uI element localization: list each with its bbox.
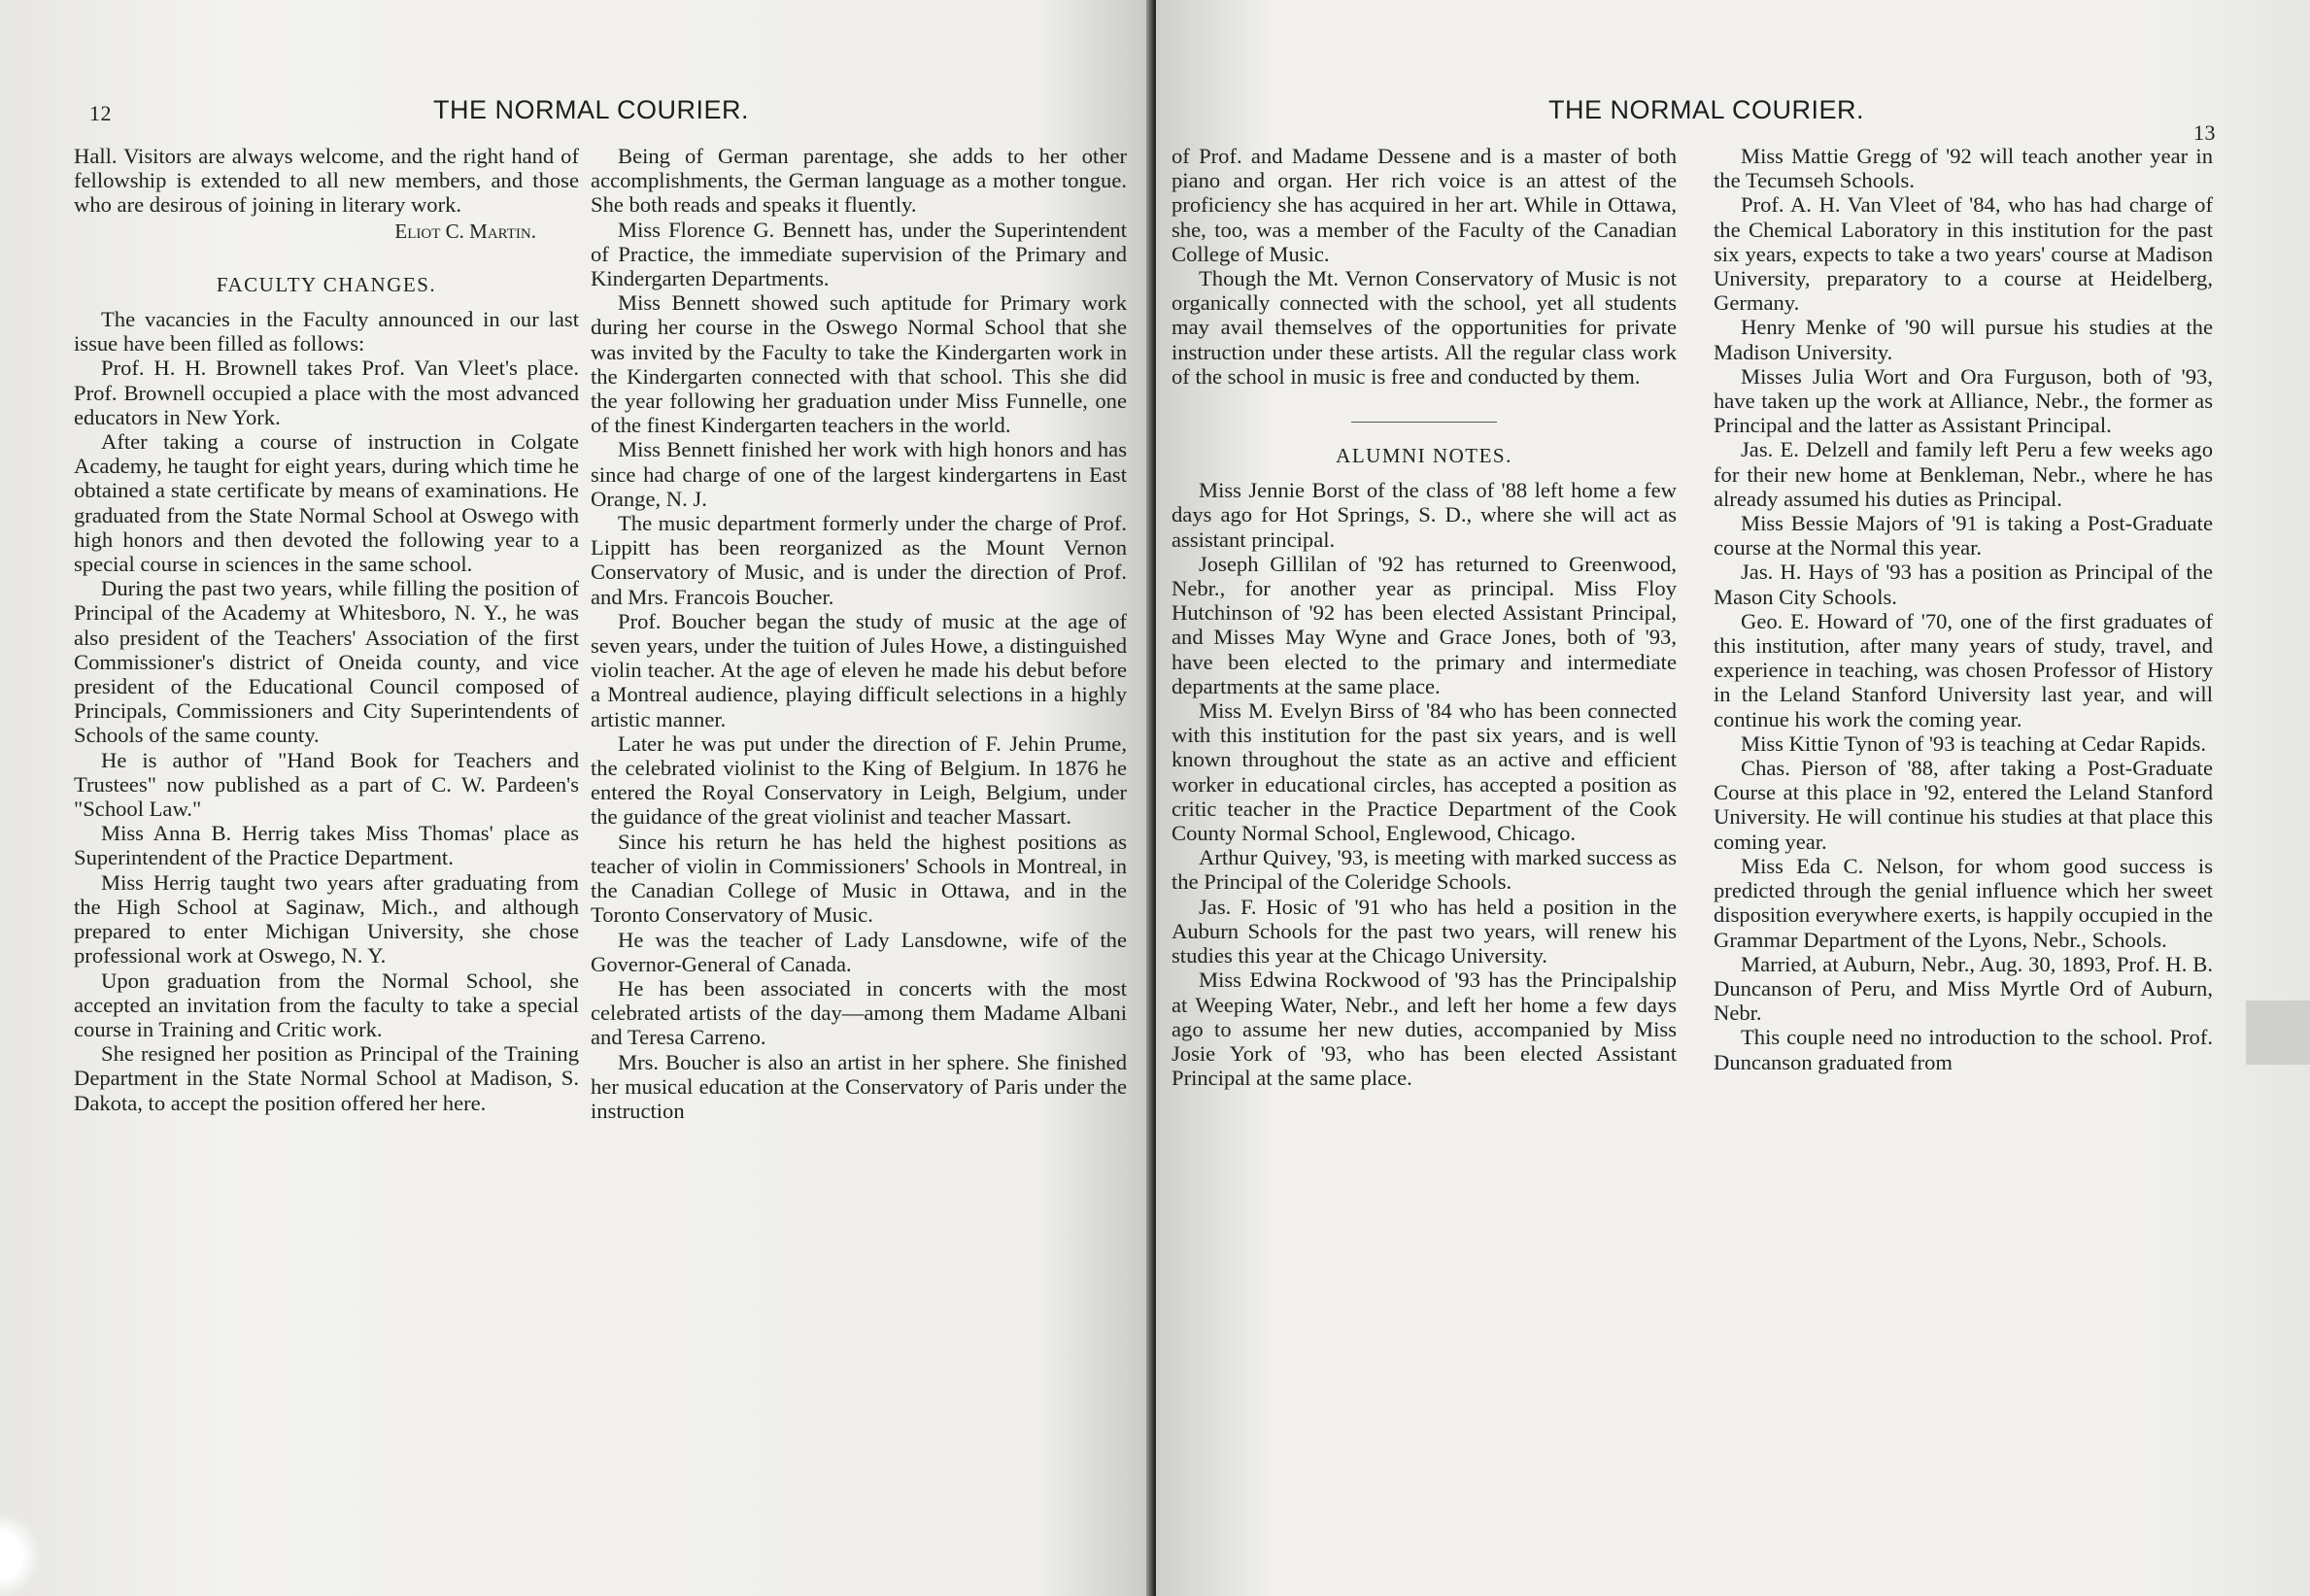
alumni-note: Miss M. Evelyn Birss of '84 who has been connected with this institution for the past six years, and is well known throughout the state as an active and efficient worker in educational circles, has accepted a position as critic teacher in the Practice Department of the Cook County Normal School, Englewood, Chicago.: [1172, 698, 1677, 846]
alumni-note: Miss Kittie Tynon of '93 is teaching at Cedar Rapids.: [1741, 730, 2206, 756]
article-paragraph: He is author of "Hand Book for Teachers and Trustees" now published as a part of C. W. Pardeen's "School Law.": [74, 747, 579, 822]
alumni-note: Miss Eda C. Nelson, for whom good success is predicted through the genial influence which her sweet disposition everywhere exerts, is happily occupied in the Grammar Department of the Lyons, Nebr., Schools.: [1714, 853, 2213, 952]
article-paragraph: Miss Bennett showed such aptitude for Primary work during her course in the Oswego Normal School that she was invited by the Faculty to take the Kindergarten work in the Kindergarten connected with that school. This she did the year following her graduation under Miss Funnelle, one of the finest Kindergarten teachers in the world.: [591, 290, 1127, 438]
left-page: [0, 0, 1154, 1596]
article-paragraph: of Prof. and Madame Dessene and is a master of both piano and organ. Her rich voice is an attest of the proficiency she has acquired in her art. While in Ottawa, she, too, was a member of the Faculty of the Canadian College of Music.: [1172, 144, 1677, 266]
article-paragraph: Miss Florence G. Bennett has, under the Superintendent of Practice, the immediate supervision of the Primary and Kindergarten Departments.: [591, 217, 1127, 291]
section-divider: [1351, 422, 1497, 423]
article-paragraph: Being of German parentage, she adds to her other accomplishments, the German language as a mother tongue. She both reads and speaks it fluently.: [591, 144, 1127, 218]
left-column-2: [591, 144, 1127, 1123]
alumni-note: Miss Edwina Rockwood of '93 has the Principalship at Weeping Water, Nebr., and left her home a few days ago to assume her new duties, accompanied by Miss Josie York of '93, who has been elected Assistant Principal at the same place.: [1172, 968, 1677, 1091]
alumni-note: Joseph Gillilan of '92 has returned to Greenwood, Nebr., for another year as principal. Miss Floy Hutchinson of '92 has been elected Assistant Principal, and Misses May Wyne and Grace Jones, both of '93, have been elected to the primary and intermediate departments at the same place.: [1172, 551, 1677, 698]
article-paragraph: The vacancies in the Faculty announced in our last issue have been filled as follows:: [74, 307, 579, 357]
faculty-changes-heading: FACULTY CHANGES.: [216, 272, 437, 296]
alumni-note: Arthur Quivey, '93, is meeting with marked success as the Principal of the Coleridge Schools.: [1172, 845, 1677, 895]
alumni-note: This couple need no introduction to the school. Prof. Duncanson graduated from: [1714, 1025, 2213, 1074]
right-page-header: [1156, 95, 2310, 145]
article-paragraph: The music department formerly under the charge of Prof. Lippitt has been reorganized as the Mount Vernon Conservatory of Music, and is under the direction of Prof. and Mrs. Francois Boucher.: [591, 511, 1127, 609]
right-page: [1156, 0, 2310, 1596]
page-number: 13: [2193, 120, 2216, 145]
alumni-note: Married, at Auburn, Nebr., Aug. 30, 1893, Prof. H. B. Duncanson of Peru, and Miss Myrtle Ord of Auburn, Nebr.: [1714, 951, 2213, 1026]
alumni-note: Misses Julia Wort and Ora Furguson, both of '93, have taken up the work at Alliance, Nebr., the former as Principal and the latter as Assistant Principal.: [1714, 363, 2213, 438]
alumni-note: Jas. H. Hays of '93 has a position as Principal of the Mason City Schools.: [1714, 560, 2213, 609]
right-column-1: [1172, 144, 1677, 1090]
article-paragraph: Miss Herrig taught two years after graduating from the High School at Saginaw, Mich., and although prepared to enter Michigan University, she chose professional work at Oswego, N. Y.: [74, 869, 579, 968]
article-paragraph: After taking a course of instruction in Colgate Academy, he taught for eight years, during which time he obtained a state certificate by means of examinations. He graduated from the State Normal School at Oswego with high honors and then devoted the following year to a special course in sciences in the same school.: [74, 429, 579, 577]
scan-tab-mark: [2246, 1001, 2310, 1065]
article-paragraph: He has been associated in concerts with the most celebrated artists of the day—among them Madame Albani and Teresa Carreno.: [591, 975, 1127, 1050]
alumni-note: Miss Jennie Borst of the class of '88 left home a few days ago for Hot Springs, S. D., where she will act as assistant principal.: [1172, 478, 1677, 552]
article-paragraph: Though the Mt. Vernon Conservatory of Music is not organically connected with the school, yet all students may avail themselves of the opportunities for private instruction under these artists. All the regular class work of the school in music is free and conducted by them.: [1172, 266, 1677, 389]
article-paragraph: Later he was put under the direction of F. Jehin Prume, the celebrated violinist to the King of Belgium. In 1876 he entered the Royal Conservatory in Leigh, Belgium, under the guidance of the great violinist and teacher Massart.: [591, 730, 1127, 830]
article-paragraph: Upon graduation from the Normal School, she accepted an invitation from the faculty to take a special course in Training and Critic work.: [74, 968, 579, 1041]
article-paragraph: She resigned her position as Principal of the Training Department in the State Normal School at Madison, S. Dakota, to accept the position offered her here.: [74, 1041, 579, 1115]
article-paragraph: During the past two years, while filling the position of Principal of the Academy at Whitesboro, N. Y., he was also president of the Teachers' Association of the first Commissioner's district of Oneida county, and vice president of the Educational Council composed of Principals, Commissioners and City Superintendents of Schools of the same county.: [74, 576, 579, 748]
running-head: THE NORMAL COURIER.: [433, 95, 750, 124]
alumni-note: Jas. F. Hosic of '91 who has held a position in the Auburn Schools for the past two years, will renew his studies this year at the Chicago University.: [1172, 894, 1677, 968]
right-column-2: [1714, 144, 2213, 1074]
scan-glare: [0, 1515, 39, 1596]
alumni-note: Jas. E. Delzell and family left Peru a few weeks ago for their new home at Benkleman, Nebr., where he has already assumed his duties as Principal.: [1714, 437, 2213, 511]
alumni-note: Prof. A. H. Van Vleet of '84, who has had charge of the Chemical Laboratory in this institution for the past six years, expects to take a two years' course at Madison University, preparatory to a course at Heidelberg, Germany.: [1714, 192, 2213, 316]
alumni-note: Miss Mattie Gregg of '92 will teach another year in the Tecumseh Schools.: [1714, 144, 2213, 193]
left-page-header: [0, 95, 1154, 134]
alumni-note: Geo. E. Howard of '70, one of the first graduates of this institution, after many years of study, travel, and experience in teaching, was chosen Professor of History in the Leland Stanford University last year, and will continue his work the coming year.: [1714, 608, 2213, 731]
article-paragraph: Miss Bennett finished her work with high honors and has since had charge of one of the largest kindergartens in East Orange, N. J.: [591, 437, 1127, 511]
alumni-note: Henry Menke of '90 will pursue his studies at the Madison University.: [1714, 315, 2213, 364]
alumni-note: Miss Bessie Majors of '91 is taking a Post-Graduate course at the Normal this year.: [1714, 511, 2213, 560]
alumni-note: Chas. Pierson of '88, after taking a Post-Graduate Course at this place in '92, entered the Leland Stanford University. He will continue his studies at that place this coming year.: [1714, 756, 2213, 854]
article-paragraph: Since his return he has held the highest positions as teacher of violin in Commissioners' Schools in Montreal, in the Canadian College of Music in Ottawa, and in the Toronto Conservatory of Music.: [591, 829, 1127, 928]
article-paragraph: Mrs. Boucher is also an artist in her sphere. She finished her musical education at the Conservatory of Paris under the instruction: [591, 1049, 1127, 1123]
article-paragraph: He was the teacher of Lady Lansdowne, wife of the Governor-General of Canada.: [591, 927, 1127, 976]
signature: Eliot C. Martin.: [394, 219, 536, 243]
article-paragraph: Prof. H. H. Brownell takes Prof. Van Vleet's place. Prof. Brownell occupied a place with the most advanced educators in New York.: [74, 356, 579, 429]
intro-paragraph: Hall. Visitors are always welcome, and the right hand of fellowship is extended to all new members, and those who are desirous of joining in literary work.: [74, 144, 579, 218]
article-paragraph: Prof. Boucher began the study of music at the age of seven years, under the tuition of Jules Howe, a distinguished violin teacher. At the age of eleven he made his debut before a Montreal audience, playing difficult selections in a highly artistic manner.: [591, 608, 1127, 731]
alumni-notes-heading: ALUMNI NOTES.: [1336, 444, 1512, 468]
page-number: 12: [89, 101, 112, 125]
article-paragraph: Miss Anna B. Herrig takes Miss Thomas' place as Superintendent of the Practice Department.: [74, 821, 579, 870]
left-column-1: [74, 144, 579, 1115]
running-head: THE NORMAL COURIER.: [1548, 95, 1865, 124]
